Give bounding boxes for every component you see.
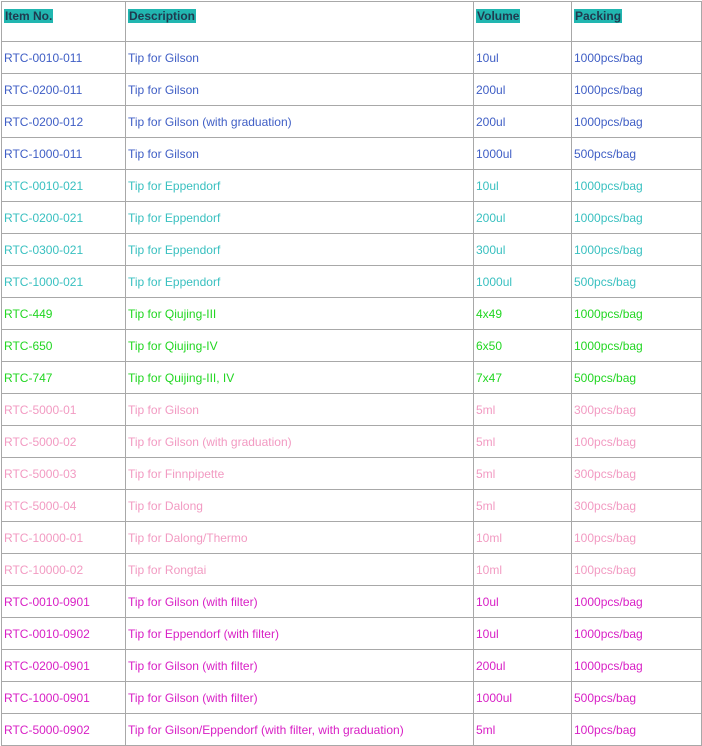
table-row — [2, 586, 702, 618]
volume-cell: 10ml — [474, 522, 572, 554]
description-cell: Tip for Dalong — [126, 490, 474, 522]
item-no-cell: RTC-747 — [2, 362, 126, 394]
packing-cell: 1000pcs/bag — [572, 170, 702, 202]
description-cell: Tip for Gilson/Eppendorf (with filter, with graduation) — [126, 714, 474, 746]
header-item-no-label: Item No. — [5, 9, 53, 23]
volume-cell: 200ul — [474, 650, 572, 682]
packing-cell: 500pcs/bag — [572, 138, 702, 170]
packing-cell: 100pcs/bag — [572, 714, 702, 746]
table-row — [2, 362, 702, 394]
volume-cell: 300ul — [474, 234, 572, 266]
volume-cell: 5ml — [474, 394, 572, 426]
description-cell: Tip for Qiujing-III — [126, 298, 474, 330]
volume-cell: 1000ul — [474, 266, 572, 298]
description-cell: Tip for Eppendorf — [126, 170, 474, 202]
description-cell: Tip for Dalong/Thermo — [126, 522, 474, 554]
description-cell: Tip for Finnpipette — [126, 458, 474, 490]
header-item-no — [2, 2, 126, 42]
header-description — [126, 2, 474, 42]
item-no-cell: RTC-5000-0902 — [2, 714, 126, 746]
volume-cell: 5ml — [474, 714, 572, 746]
item-no-cell: RTC-0300-021 — [2, 234, 126, 266]
table-row — [2, 426, 702, 458]
packing-cell: 100pcs/bag — [572, 426, 702, 458]
header-description-label: Description — [129, 9, 196, 23]
packing-cell: 100pcs/bag — [572, 522, 702, 554]
header-volume-label: Volume — [477, 9, 520, 23]
volume-cell: 10ml — [474, 554, 572, 586]
description-cell: Tip for Gilson — [126, 42, 474, 74]
description-cell: Tip for Gilson (with graduation) — [126, 106, 474, 138]
description-cell: Tip for Eppendorf — [126, 266, 474, 298]
item-no-cell: RTC-449 — [2, 298, 126, 330]
header-packing — [572, 2, 702, 42]
packing-cell: 500pcs/bag — [572, 266, 702, 298]
packing-cell: 1000pcs/bag — [572, 650, 702, 682]
item-no-cell: RTC-0200-021 — [2, 202, 126, 234]
table-row — [2, 42, 702, 74]
volume-cell: 10ul — [474, 42, 572, 74]
description-cell: Tip for Eppendorf (with filter) — [126, 618, 474, 650]
packing-cell: 1000pcs/bag — [572, 106, 702, 138]
item-no-cell: RTC-0200-011 — [2, 74, 126, 106]
volume-cell: 10ul — [474, 618, 572, 650]
header-packing-label: Packing — [575, 9, 622, 23]
description-cell: Tip for Gilson (with filter) — [126, 650, 474, 682]
item-no-cell: RTC-0010-0902 — [2, 618, 126, 650]
item-no-cell: RTC-0200-0901 — [2, 650, 126, 682]
description-cell: Tip for Eppendorf — [126, 202, 474, 234]
volume-cell: 4x49 — [474, 298, 572, 330]
item-no-cell: RTC-0010-021 — [2, 170, 126, 202]
packing-cell: 1000pcs/bag — [572, 618, 702, 650]
packing-cell: 300pcs/bag — [572, 394, 702, 426]
table-row — [2, 138, 702, 170]
item-no-cell: RTC-5000-03 — [2, 458, 126, 490]
item-no-cell: RTC-10000-01 — [2, 522, 126, 554]
volume-cell: 200ul — [474, 74, 572, 106]
volume-cell: 200ul — [474, 106, 572, 138]
item-no-cell: RTC-0010-011 — [2, 42, 126, 74]
item-no-cell: RTC-1000-021 — [2, 266, 126, 298]
packing-cell: 1000pcs/bag — [572, 202, 702, 234]
packing-cell: 100pcs/bag — [572, 554, 702, 586]
description-cell: Tip for Gilson (with filter) — [126, 586, 474, 618]
description-cell: Tip for Quijing-III, IV — [126, 362, 474, 394]
table-row — [2, 650, 702, 682]
table-row — [2, 106, 702, 138]
description-cell: Tip for Qiujing-IV — [126, 330, 474, 362]
item-no-cell: RTC-5000-04 — [2, 490, 126, 522]
description-cell: Tip for Eppendorf — [126, 234, 474, 266]
table-row — [2, 202, 702, 234]
table-row — [2, 330, 702, 362]
volume-cell: 5ml — [474, 490, 572, 522]
description-cell: Tip for Gilson — [126, 394, 474, 426]
table-row — [2, 74, 702, 106]
item-no-cell: RTC-5000-01 — [2, 394, 126, 426]
volume-cell: 1000ul — [474, 682, 572, 714]
table-row — [2, 266, 702, 298]
table-row — [2, 522, 702, 554]
item-no-cell: RTC-10000-02 — [2, 554, 126, 586]
table-row — [2, 394, 702, 426]
packing-cell: 1000pcs/bag — [572, 42, 702, 74]
item-no-cell: RTC-0200-012 — [2, 106, 126, 138]
volume-cell: 5ml — [474, 458, 572, 490]
description-cell: Tip for Rongtai — [126, 554, 474, 586]
table-header-row — [2, 2, 702, 42]
table-row — [2, 682, 702, 714]
item-no-cell: RTC-650 — [2, 330, 126, 362]
product-table — [1, 1, 702, 746]
table-row — [2, 490, 702, 522]
packing-cell: 1000pcs/bag — [572, 586, 702, 618]
table-row — [2, 234, 702, 266]
volume-cell: 5ml — [474, 426, 572, 458]
packing-cell: 300pcs/bag — [572, 458, 702, 490]
item-no-cell: RTC-0010-0901 — [2, 586, 126, 618]
volume-cell: 7x47 — [474, 362, 572, 394]
description-cell: Tip for Gilson — [126, 138, 474, 170]
volume-cell: 1000ul — [474, 138, 572, 170]
volume-cell: 10ul — [474, 586, 572, 618]
description-cell: Tip for Gilson (with graduation) — [126, 426, 474, 458]
table-row — [2, 618, 702, 650]
description-cell: Tip for Gilson — [126, 74, 474, 106]
volume-cell: 6x50 — [474, 330, 572, 362]
packing-cell: 1000pcs/bag — [572, 234, 702, 266]
volume-cell: 10ul — [474, 170, 572, 202]
packing-cell: 500pcs/bag — [572, 682, 702, 714]
packing-cell: 500pcs/bag — [572, 362, 702, 394]
packing-cell: 300pcs/bag — [572, 490, 702, 522]
table-row — [2, 298, 702, 330]
header-volume — [474, 2, 572, 42]
table-row — [2, 170, 702, 202]
table-row — [2, 554, 702, 586]
volume-cell: 200ul — [474, 202, 572, 234]
description-cell: Tip for Gilson (with filter) — [126, 682, 474, 714]
packing-cell: 1000pcs/bag — [572, 330, 702, 362]
item-no-cell: RTC-1000-011 — [2, 138, 126, 170]
packing-cell: 1000pcs/bag — [572, 298, 702, 330]
item-no-cell: RTC-1000-0901 — [2, 682, 126, 714]
packing-cell: 1000pcs/bag — [572, 74, 702, 106]
item-no-cell: RTC-5000-02 — [2, 426, 126, 458]
table-row — [2, 458, 702, 490]
